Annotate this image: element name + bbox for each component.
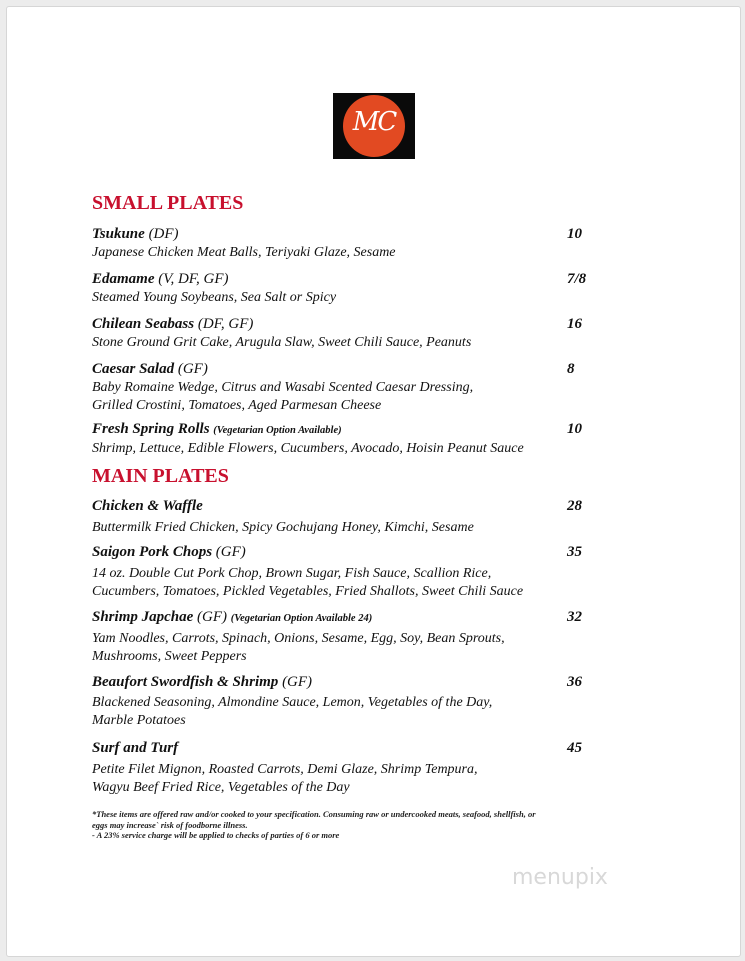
item-description: Shrimp, Lettuce, Edible Flowers, Cucumbers, Avocado, Hoisin Peanut Sauce <box>92 441 524 456</box>
item-price: 28 <box>567 498 582 514</box>
menu-item <box>92 315 652 352</box>
item-tags: (GF) <box>177 361 208 377</box>
item-name: Fresh Spring Rolls <box>92 421 210 437</box>
item-tags: (DF, GF) <box>197 316 254 332</box>
item-name: Surf and Turf <box>92 740 179 756</box>
item-price: 32 <box>567 609 582 625</box>
restaurant-logo <box>333 93 415 159</box>
item-price: 16 <box>567 316 582 332</box>
menu-item <box>92 270 652 307</box>
item-description: Buttermilk Fried Chicken, Spicy Gochujang Honey, Kimchi, Sesame <box>92 520 474 535</box>
item-description: Steamed Young Soybeans, Sea Salt or Spicy <box>92 290 337 305</box>
section-title-main-plates: MAIN PLATES <box>92 465 229 487</box>
menu-item <box>92 543 652 601</box>
menu-item <box>92 420 652 458</box>
item-note: (Vegetarian Option Available) <box>213 425 342 436</box>
menu-item <box>92 360 652 415</box>
item-price: 10 <box>567 421 582 437</box>
item-price: 10 <box>567 226 582 242</box>
item-tags: (DF) <box>148 226 179 242</box>
item-tags: (GF) <box>282 674 313 690</box>
item-description: 14 oz. Double Cut Pork Chop, Brown Sugar, Fish Sauce, Scallion Rice, Cucumbers, Tomatoes, Pickled Vegetables, Fried Shallots, Sweet Chili Sauce <box>92 566 524 599</box>
item-tags: (GF) <box>215 544 246 560</box>
item-price: 35 <box>567 544 582 560</box>
item-name: Caesar Salad <box>92 361 175 377</box>
menu-item <box>92 739 652 797</box>
item-price: 7/8 <box>567 271 587 287</box>
item-price: 36 <box>567 674 582 690</box>
logo-text: MC <box>352 107 396 137</box>
item-description: Blackened Seasoning, Almondine Sauce, Lemon, Vegetables of the Day, Marble Potatoes <box>92 695 493 728</box>
item-name: Tsukune <box>92 226 145 242</box>
item-name: Beaufort Swordfish & Shrimp <box>92 674 279 690</box>
menu-item <box>92 225 652 262</box>
item-tags: (V, DF, GF) <box>158 271 229 287</box>
item-name: Saigon Pork Chops <box>92 544 213 560</box>
item-name: Shrimp Japchae <box>92 609 194 625</box>
menu-item <box>92 497 652 537</box>
item-description: Petite Filet Mignon, Roasted Carrots, Demi Glaze, Shrimp Tempura, Wagyu Beef Fried Rice, Vegetables of the Day <box>92 762 478 795</box>
item-name: Edamame <box>92 271 155 287</box>
footnote: *These items are offered raw and/or cooked to your specification. Consuming raw or undercooked meats, seafood, shellfish, or eggs may increase` risk of foodborne illness. - A 23% service charge will be applied to checks of parties of 6 or more <box>92 809 536 840</box>
item-tags: (GF) <box>197 609 228 625</box>
watermark: menupix <box>512 865 608 890</box>
item-name: Chilean Seabass <box>92 316 195 332</box>
item-description: Yam Noodles, Carrots, Spinach, Onions, Sesame, Egg, Soy, Bean Sprouts, Mushrooms, Sweet Peppers <box>92 631 505 664</box>
item-name: Chicken & Waffle <box>92 498 203 514</box>
menu-item <box>92 608 652 666</box>
item-price: 8 <box>567 361 575 377</box>
item-price: 45 <box>567 740 582 756</box>
item-description: Stone Ground Grit Cake, Arugula Slaw, Sweet Chili Sauce, Peanuts <box>92 335 472 350</box>
item-description: Baby Romaine Wedge, Citrus and Wasabi Scented Caesar Dressing, Grilled Crostini, Tomatoes, Aged Parmesan Cheese <box>92 380 474 413</box>
section-title-small-plates: SMALL PLATES <box>92 192 244 214</box>
menu-item <box>92 673 652 730</box>
item-description: Japanese Chicken Meat Balls, Teriyaki Glaze, Sesame <box>92 245 396 260</box>
item-note: (Vegetarian Option Available 24) <box>230 613 373 624</box>
menu-page <box>6 6 741 957</box>
